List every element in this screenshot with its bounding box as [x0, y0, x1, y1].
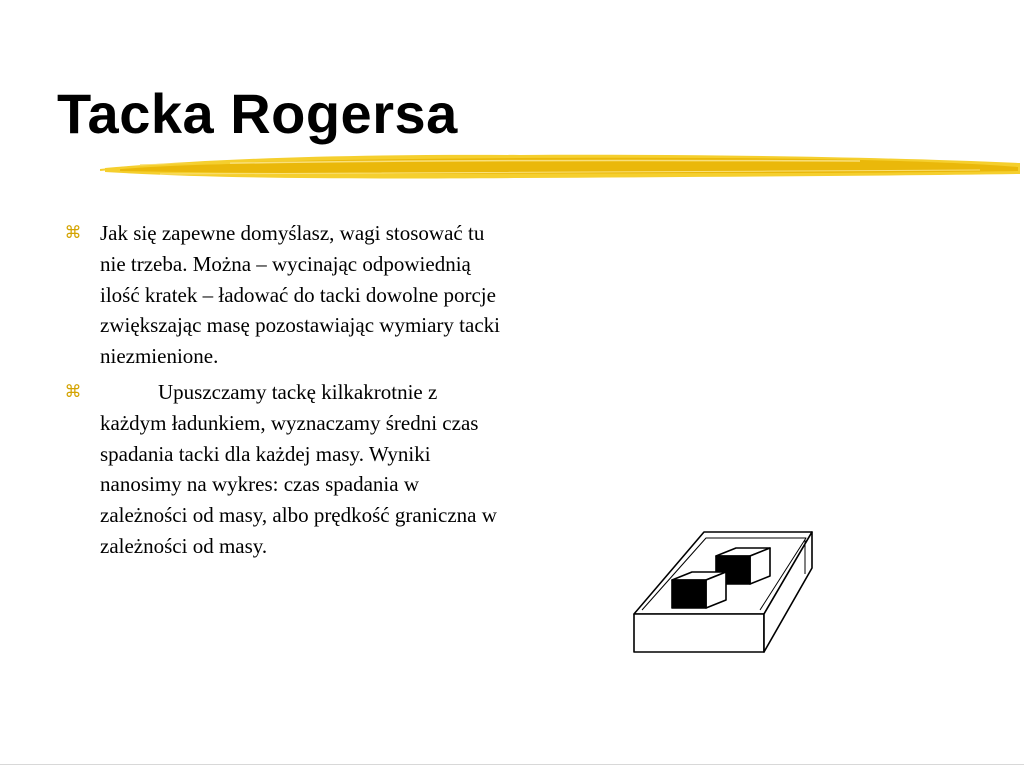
- bullet-text: Jak się zapewne domyślasz, wagi stosować tu nie trzeba. Można – wycinając odpowiednią ilość kratek – ładować do tacki dowolne porcje zwiększając masę pozostawiając wymiary tacki niezmienione.: [100, 221, 500, 369]
- command-key-icon: ⌘: [64, 381, 82, 402]
- bullet-text-content: Upuszczamy tackę kilkakrotnie z każdym ładunkiem, wyznaczamy średni czas spadania tacki dla każdej masy. Wyniki nanosimy na wykres: czas spadania w zależności od masy, albo prędkość graniczna w zależności od masy.: [100, 379, 497, 558]
- bullet-list: [60, 218, 500, 567]
- slide-title: Tacka Rogersa: [57, 82, 458, 145]
- title-underline-brushstroke: [100, 148, 1024, 188]
- bullet-item: [60, 218, 500, 372]
- command-key-icon: ⌘: [64, 223, 82, 243]
- tray-with-cubes-icon: [630, 528, 818, 656]
- bullet-item: [60, 377, 500, 562]
- bottom-divider: [0, 764, 1024, 765]
- bullet-text: [100, 377, 500, 562]
